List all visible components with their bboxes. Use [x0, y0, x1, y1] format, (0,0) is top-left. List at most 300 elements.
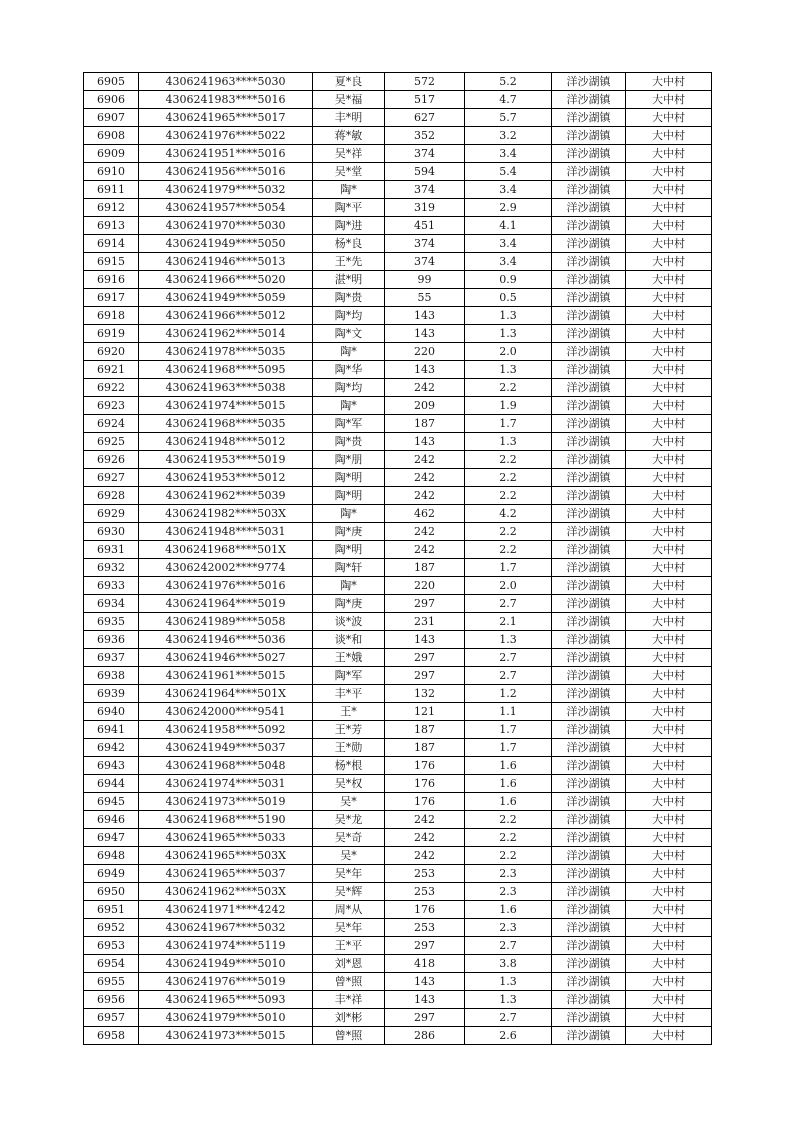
table-row: [84, 703, 712, 721]
id-number-cell: 4306241951****5016: [139, 145, 313, 163]
id-number-cell: 4306241976****5022: [139, 127, 313, 145]
amount-cell: 2.2: [465, 451, 552, 469]
area-cell: 242: [385, 829, 465, 847]
village-cell: 大中村: [626, 343, 712, 361]
table-row: [84, 541, 712, 559]
row-number-cell: 6950: [84, 883, 139, 901]
town-cell: 洋沙湖镇: [552, 757, 626, 775]
town-cell: 洋沙湖镇: [552, 865, 626, 883]
village-cell: 大中村: [626, 919, 712, 937]
table-row: [84, 793, 712, 811]
id-number-cell: 4306241974****5015: [139, 397, 313, 415]
name-cell: 吴*堂: [313, 163, 385, 181]
table-row: [84, 379, 712, 397]
town-cell: 洋沙湖镇: [552, 613, 626, 631]
amount-cell: 2.6: [465, 1027, 552, 1045]
village-cell: 大中村: [626, 955, 712, 973]
table-row: [84, 685, 712, 703]
name-cell: 曾*照: [313, 1027, 385, 1045]
amount-cell: 1.2: [465, 685, 552, 703]
name-cell: 吴*权: [313, 775, 385, 793]
area-cell: 297: [385, 1009, 465, 1027]
name-cell: 吴*福: [313, 91, 385, 109]
row-number-cell: 6914: [84, 235, 139, 253]
row-number-cell: 6916: [84, 271, 139, 289]
town-cell: 洋沙湖镇: [552, 199, 626, 217]
village-cell: 大中村: [626, 181, 712, 199]
amount-cell: 1.9: [465, 397, 552, 415]
amount-cell: 2.3: [465, 919, 552, 937]
area-cell: 143: [385, 631, 465, 649]
town-cell: 洋沙湖镇: [552, 991, 626, 1009]
area-cell: 143: [385, 433, 465, 451]
row-number-cell: 6941: [84, 721, 139, 739]
village-cell: 大中村: [626, 613, 712, 631]
town-cell: 洋沙湖镇: [552, 523, 626, 541]
table-row: [84, 1009, 712, 1027]
row-number-cell: 6921: [84, 361, 139, 379]
amount-cell: 2.2: [465, 487, 552, 505]
area-cell: 253: [385, 865, 465, 883]
town-cell: 洋沙湖镇: [552, 505, 626, 523]
town-cell: 洋沙湖镇: [552, 397, 626, 415]
town-cell: 洋沙湖镇: [552, 289, 626, 307]
name-cell: 陶*庚: [313, 595, 385, 613]
name-cell: 王*: [313, 703, 385, 721]
name-cell: 陶*朋: [313, 451, 385, 469]
town-cell: 洋沙湖镇: [552, 361, 626, 379]
row-number-cell: 6926: [84, 451, 139, 469]
id-number-cell: 4306241976****5019: [139, 973, 313, 991]
id-number-cell: 4306242000****9541: [139, 703, 313, 721]
id-number-cell: 4306241974****5119: [139, 937, 313, 955]
id-number-cell: 4306241968****5035: [139, 415, 313, 433]
village-cell: 大中村: [626, 703, 712, 721]
row-number-cell: 6939: [84, 685, 139, 703]
amount-cell: 3.4: [465, 181, 552, 199]
area-cell: 572: [385, 73, 465, 91]
amount-cell: 4.7: [465, 91, 552, 109]
town-cell: 洋沙湖镇: [552, 685, 626, 703]
village-cell: 大中村: [626, 991, 712, 1009]
village-cell: 大中村: [626, 469, 712, 487]
area-cell: 121: [385, 703, 465, 721]
village-cell: 大中村: [626, 631, 712, 649]
row-number-cell: 6905: [84, 73, 139, 91]
name-cell: 曾*照: [313, 973, 385, 991]
id-number-cell: 4306241958****5092: [139, 721, 313, 739]
name-cell: 王*娥: [313, 649, 385, 667]
town-cell: 洋沙湖镇: [552, 703, 626, 721]
town-cell: 洋沙湖镇: [552, 325, 626, 343]
amount-cell: 3.2: [465, 127, 552, 145]
row-number-cell: 6918: [84, 307, 139, 325]
name-cell: 陶*贵: [313, 433, 385, 451]
village-cell: 大中村: [626, 451, 712, 469]
name-cell: 夏*良: [313, 73, 385, 91]
table-row: [84, 739, 712, 757]
amount-cell: 1.7: [465, 415, 552, 433]
area-cell: 187: [385, 739, 465, 757]
village-cell: 大中村: [626, 379, 712, 397]
id-number-cell: 4306241968****5048: [139, 757, 313, 775]
village-cell: 大中村: [626, 433, 712, 451]
village-cell: 大中村: [626, 577, 712, 595]
name-cell: 陶*军: [313, 415, 385, 433]
row-number-cell: 6930: [84, 523, 139, 541]
id-number-cell: 4306242002****9774: [139, 559, 313, 577]
amount-cell: 2.7: [465, 649, 552, 667]
name-cell: 陶*: [313, 343, 385, 361]
area-cell: 253: [385, 883, 465, 901]
village-cell: 大中村: [626, 109, 712, 127]
area-cell: 319: [385, 199, 465, 217]
table-row: [84, 721, 712, 739]
town-cell: 洋沙湖镇: [552, 883, 626, 901]
id-number-cell: 4306241967****5032: [139, 919, 313, 937]
id-number-cell: 4306241963****5038: [139, 379, 313, 397]
id-number-cell: 4306241971****4242: [139, 901, 313, 919]
row-number-cell: 6920: [84, 343, 139, 361]
town-cell: 洋沙湖镇: [552, 847, 626, 865]
table-row: [84, 307, 712, 325]
id-number-cell: 4306241946****5036: [139, 631, 313, 649]
roster-table-body: [84, 73, 712, 1045]
name-cell: 谈*和: [313, 631, 385, 649]
area-cell: 253: [385, 919, 465, 937]
row-number-cell: 6910: [84, 163, 139, 181]
village-cell: 大中村: [626, 217, 712, 235]
row-number-cell: 6936: [84, 631, 139, 649]
roster-table: [83, 72, 712, 1045]
village-cell: 大中村: [626, 1009, 712, 1027]
amount-cell: 2.2: [465, 847, 552, 865]
amount-cell: 2.2: [465, 829, 552, 847]
village-cell: 大中村: [626, 397, 712, 415]
name-cell: 杨*根: [313, 757, 385, 775]
area-cell: 143: [385, 973, 465, 991]
table-row: [84, 415, 712, 433]
id-number-cell: 4306241953****5012: [139, 469, 313, 487]
table-row: [84, 631, 712, 649]
table-row: [84, 217, 712, 235]
table-row: [84, 811, 712, 829]
row-number-cell: 6922: [84, 379, 139, 397]
table-row: [84, 775, 712, 793]
table-row: [84, 847, 712, 865]
table-row: [84, 343, 712, 361]
village-cell: 大中村: [626, 235, 712, 253]
town-cell: 洋沙湖镇: [552, 163, 626, 181]
amount-cell: 2.3: [465, 865, 552, 883]
table-row: [84, 991, 712, 1009]
name-cell: 吴*年: [313, 919, 385, 937]
row-number-cell: 6923: [84, 397, 139, 415]
name-cell: 吴*: [313, 847, 385, 865]
town-cell: 洋沙湖镇: [552, 235, 626, 253]
name-cell: 陶*轩: [313, 559, 385, 577]
town-cell: 洋沙湖镇: [552, 127, 626, 145]
table-row: [84, 325, 712, 343]
name-cell: 陶*庚: [313, 523, 385, 541]
row-number-cell: 6944: [84, 775, 139, 793]
name-cell: 陶*明: [313, 487, 385, 505]
area-cell: 374: [385, 181, 465, 199]
amount-cell: 2.7: [465, 1009, 552, 1027]
amount-cell: 2.2: [465, 523, 552, 541]
town-cell: 洋沙湖镇: [552, 415, 626, 433]
id-number-cell: 4306241948****5031: [139, 523, 313, 541]
village-cell: 大中村: [626, 127, 712, 145]
village-cell: 大中村: [626, 811, 712, 829]
id-number-cell: 4306241965****5033: [139, 829, 313, 847]
town-cell: 洋沙湖镇: [552, 91, 626, 109]
area-cell: 220: [385, 343, 465, 361]
village-cell: 大中村: [626, 163, 712, 181]
area-cell: 187: [385, 559, 465, 577]
row-number-cell: 6947: [84, 829, 139, 847]
amount-cell: 2.2: [465, 811, 552, 829]
area-cell: 451: [385, 217, 465, 235]
row-number-cell: 6913: [84, 217, 139, 235]
village-cell: 大中村: [626, 685, 712, 703]
town-cell: 洋沙湖镇: [552, 433, 626, 451]
row-number-cell: 6927: [84, 469, 139, 487]
name-cell: 丰*祥: [313, 991, 385, 1009]
row-number-cell: 6934: [84, 595, 139, 613]
name-cell: 陶*华: [313, 361, 385, 379]
town-cell: 洋沙湖镇: [552, 919, 626, 937]
id-number-cell: 4306241976****5016: [139, 577, 313, 595]
amount-cell: 1.3: [465, 631, 552, 649]
id-number-cell: 4306241968****501X: [139, 541, 313, 559]
village-cell: 大中村: [626, 145, 712, 163]
id-number-cell: 4306241964****5019: [139, 595, 313, 613]
town-cell: 洋沙湖镇: [552, 469, 626, 487]
town-cell: 洋沙湖镇: [552, 901, 626, 919]
name-cell: 杨*良: [313, 235, 385, 253]
name-cell: 刘*彬: [313, 1009, 385, 1027]
area-cell: 374: [385, 235, 465, 253]
row-number-cell: 6925: [84, 433, 139, 451]
town-cell: 洋沙湖镇: [552, 487, 626, 505]
town-cell: 洋沙湖镇: [552, 973, 626, 991]
id-number-cell: 4306241973****5019: [139, 793, 313, 811]
row-number-cell: 6924: [84, 415, 139, 433]
amount-cell: 3.4: [465, 235, 552, 253]
area-cell: 594: [385, 163, 465, 181]
row-number-cell: 6908: [84, 127, 139, 145]
id-number-cell: 4306241949****5037: [139, 739, 313, 757]
table-row: [84, 451, 712, 469]
town-cell: 洋沙湖镇: [552, 73, 626, 91]
town-cell: 洋沙湖镇: [552, 145, 626, 163]
name-cell: 丰*平: [313, 685, 385, 703]
area-cell: 418: [385, 955, 465, 973]
row-number-cell: 6919: [84, 325, 139, 343]
area-cell: 297: [385, 667, 465, 685]
town-cell: 洋沙湖镇: [552, 379, 626, 397]
table-row: [84, 667, 712, 685]
area-cell: 231: [385, 613, 465, 631]
village-cell: 大中村: [626, 901, 712, 919]
id-number-cell: 4306241965****503X: [139, 847, 313, 865]
row-number-cell: 6943: [84, 757, 139, 775]
town-cell: 洋沙湖镇: [552, 955, 626, 973]
amount-cell: 0.9: [465, 271, 552, 289]
row-number-cell: 6906: [84, 91, 139, 109]
row-number-cell: 6928: [84, 487, 139, 505]
table-row: [84, 613, 712, 631]
name-cell: 吴*祥: [313, 145, 385, 163]
table-row: [84, 1027, 712, 1045]
town-cell: 洋沙湖镇: [552, 343, 626, 361]
row-number-cell: 6954: [84, 955, 139, 973]
amount-cell: 1.6: [465, 775, 552, 793]
row-number-cell: 6938: [84, 667, 139, 685]
amount-cell: 4.1: [465, 217, 552, 235]
name-cell: 陶*文: [313, 325, 385, 343]
area-cell: 242: [385, 847, 465, 865]
id-number-cell: 4306241965****5017: [139, 109, 313, 127]
town-cell: 洋沙湖镇: [552, 649, 626, 667]
row-number-cell: 6937: [84, 649, 139, 667]
table-row: [84, 469, 712, 487]
id-number-cell: 4306241963****5030: [139, 73, 313, 91]
village-cell: 大中村: [626, 649, 712, 667]
name-cell: 吴*年: [313, 865, 385, 883]
row-number-cell: 6935: [84, 613, 139, 631]
village-cell: 大中村: [626, 847, 712, 865]
table-row: [84, 649, 712, 667]
amount-cell: 2.0: [465, 577, 552, 595]
table-row: [84, 397, 712, 415]
table-row: [84, 883, 712, 901]
id-number-cell: 4306241962****5014: [139, 325, 313, 343]
id-number-cell: 4306241965****5093: [139, 991, 313, 1009]
village-cell: 大中村: [626, 487, 712, 505]
town-cell: 洋沙湖镇: [552, 631, 626, 649]
id-number-cell: 4306241968****5095: [139, 361, 313, 379]
village-cell: 大中村: [626, 775, 712, 793]
table-row: [84, 199, 712, 217]
amount-cell: 1.1: [465, 703, 552, 721]
table-row: [84, 919, 712, 937]
row-number-cell: 6956: [84, 991, 139, 1009]
id-number-cell: 4306241949****5059: [139, 289, 313, 307]
id-number-cell: 4306241983****5016: [139, 91, 313, 109]
row-number-cell: 6917: [84, 289, 139, 307]
name-cell: 吴*奇: [313, 829, 385, 847]
table-row: [84, 973, 712, 991]
area-cell: 517: [385, 91, 465, 109]
name-cell: 陶*均: [313, 379, 385, 397]
id-number-cell: 4306241973****5015: [139, 1027, 313, 1045]
id-number-cell: 4306241949****5010: [139, 955, 313, 973]
area-cell: 143: [385, 991, 465, 1009]
name-cell: 陶*: [313, 397, 385, 415]
village-cell: 大中村: [626, 523, 712, 541]
id-number-cell: 4306241989****5058: [139, 613, 313, 631]
village-cell: 大中村: [626, 829, 712, 847]
amount-cell: 1.3: [465, 433, 552, 451]
amount-cell: 3.8: [465, 955, 552, 973]
row-number-cell: 6932: [84, 559, 139, 577]
table-row: [84, 91, 712, 109]
town-cell: 洋沙湖镇: [552, 307, 626, 325]
amount-cell: 1.3: [465, 307, 552, 325]
area-cell: 297: [385, 649, 465, 667]
area-cell: 242: [385, 379, 465, 397]
row-number-cell: 6958: [84, 1027, 139, 1045]
area-cell: 242: [385, 811, 465, 829]
row-number-cell: 6912: [84, 199, 139, 217]
amount-cell: 1.3: [465, 991, 552, 1009]
table-row: [84, 235, 712, 253]
amount-cell: 2.7: [465, 595, 552, 613]
table-row: [84, 253, 712, 271]
amount-cell: 3.4: [465, 145, 552, 163]
amount-cell: 5.2: [465, 73, 552, 91]
id-number-cell: 4306241979****5032: [139, 181, 313, 199]
id-number-cell: 4306241974****5031: [139, 775, 313, 793]
row-number-cell: 6942: [84, 739, 139, 757]
amount-cell: 1.7: [465, 721, 552, 739]
village-cell: 大中村: [626, 937, 712, 955]
town-cell: 洋沙湖镇: [552, 667, 626, 685]
row-number-cell: 6955: [84, 973, 139, 991]
town-cell: 洋沙湖镇: [552, 451, 626, 469]
table-row: [84, 433, 712, 451]
village-cell: 大中村: [626, 1027, 712, 1045]
id-number-cell: 4306241948****5012: [139, 433, 313, 451]
id-number-cell: 4306241949****5050: [139, 235, 313, 253]
row-number-cell: 6946: [84, 811, 139, 829]
area-cell: 187: [385, 721, 465, 739]
name-cell: 王*勋: [313, 739, 385, 757]
table-row: [84, 901, 712, 919]
row-number-cell: 6951: [84, 901, 139, 919]
village-cell: 大中村: [626, 883, 712, 901]
row-number-cell: 6931: [84, 541, 139, 559]
area-cell: 462: [385, 505, 465, 523]
id-number-cell: 4306241957****5054: [139, 199, 313, 217]
name-cell: 刘*恩: [313, 955, 385, 973]
amount-cell: 2.3: [465, 883, 552, 901]
name-cell: 蒋*敏: [313, 127, 385, 145]
name-cell: 陶*军: [313, 667, 385, 685]
table-row: [84, 829, 712, 847]
row-number-cell: 6933: [84, 577, 139, 595]
area-cell: 176: [385, 901, 465, 919]
amount-cell: 1.7: [465, 559, 552, 577]
id-number-cell: 4306241966****5020: [139, 271, 313, 289]
name-cell: 湛*明: [313, 271, 385, 289]
id-number-cell: 4306241968****5190: [139, 811, 313, 829]
id-number-cell: 4306241970****5030: [139, 217, 313, 235]
area-cell: 209: [385, 397, 465, 415]
village-cell: 大中村: [626, 271, 712, 289]
id-number-cell: 4306241979****5010: [139, 1009, 313, 1027]
town-cell: 洋沙湖镇: [552, 559, 626, 577]
amount-cell: 1.3: [465, 325, 552, 343]
town-cell: 洋沙湖镇: [552, 937, 626, 955]
name-cell: 王*平: [313, 937, 385, 955]
table-row: [84, 937, 712, 955]
id-number-cell: 4306241965****5037: [139, 865, 313, 883]
town-cell: 洋沙湖镇: [552, 721, 626, 739]
area-cell: 220: [385, 577, 465, 595]
